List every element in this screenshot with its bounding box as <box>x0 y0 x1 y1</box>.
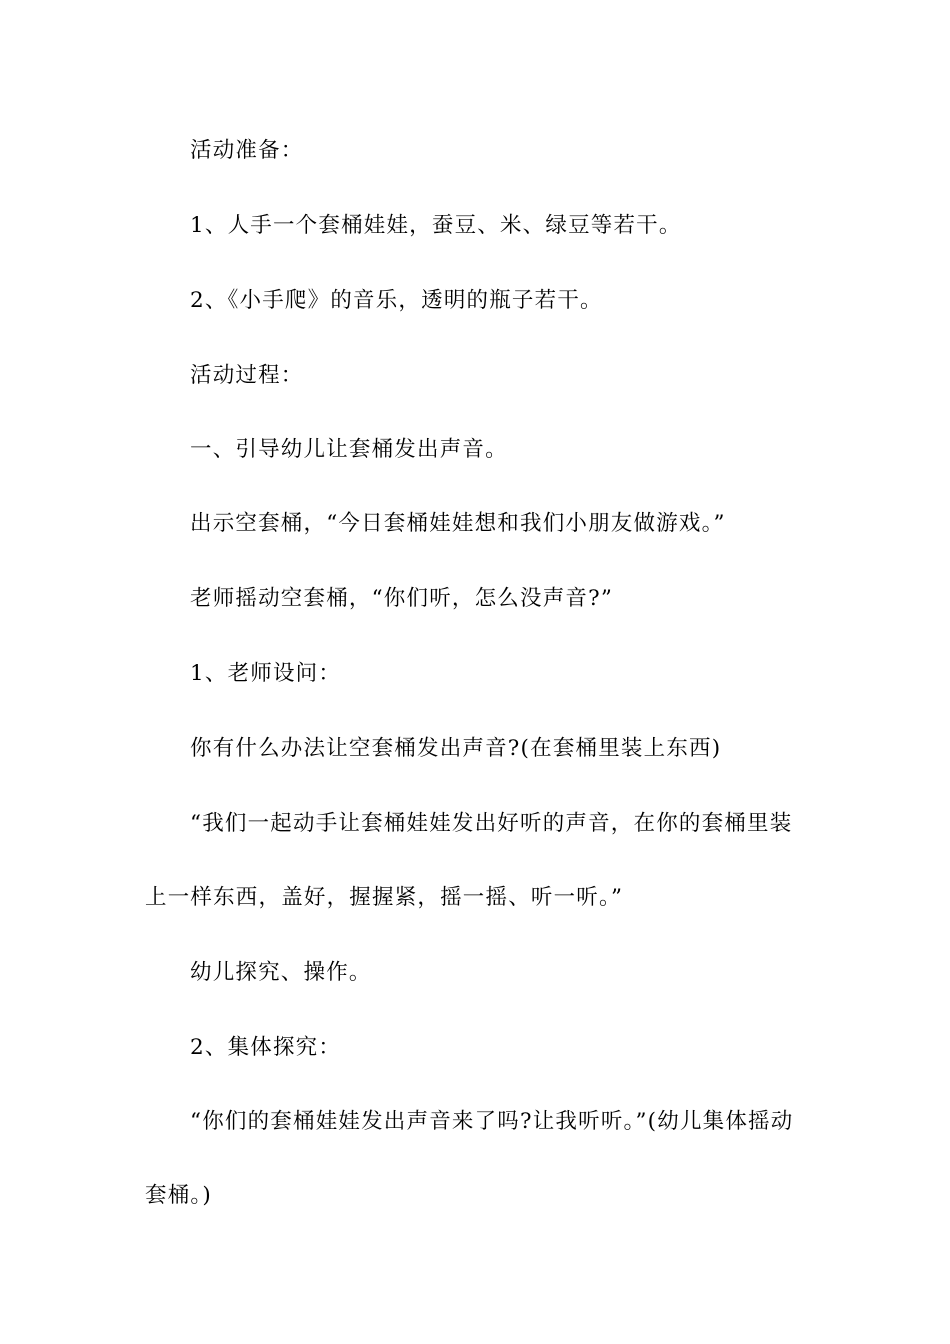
paragraph-prep-item-1: 1、人手一个套桶娃娃，蚕豆、米、绿豆等若干。 <box>190 213 682 238</box>
paragraph-activity-preparation: 活动准备： <box>190 138 304 163</box>
paragraph-instruction: “我们一起动手让套桶娃娃发出好听的声音，在你的套桶里装上一样东西，盖好，握握紧，摇一摇、听一听。” <box>145 811 793 910</box>
paragraph-group-question: “你们的套桶娃娃发出声音来了吗?让我听听。”(幼儿集体摇动套桶。) <box>145 1109 794 1208</box>
paragraph-show-empty-bucket: 出示空套桶，“今日套桶娃娃想和我们小朋友做游戏。” <box>190 511 726 536</box>
paragraph-teacher-shakes: 老师摇动空套桶，“你们听，怎么没声音?” <box>190 586 614 611</box>
paragraph-step-one: 一、引导幼儿让套桶发出声音。 <box>190 437 508 462</box>
paragraph-activity-process: 活动过程： <box>190 363 304 388</box>
paragraph-question: 你有什么办法让空套桶发出声音?(在套桶里装上东西) <box>190 736 722 761</box>
paragraph-teacher-asks: 1、老师设问： <box>190 661 342 686</box>
paragraph-prep-item-2: 2、《小手爬》的音乐，透明的瓶子若干。 <box>190 288 603 313</box>
paragraph-group-explore: 2、集体探究： <box>190 1035 342 1060</box>
paragraph-children-explore: 幼儿探究、操作。 <box>190 960 372 985</box>
